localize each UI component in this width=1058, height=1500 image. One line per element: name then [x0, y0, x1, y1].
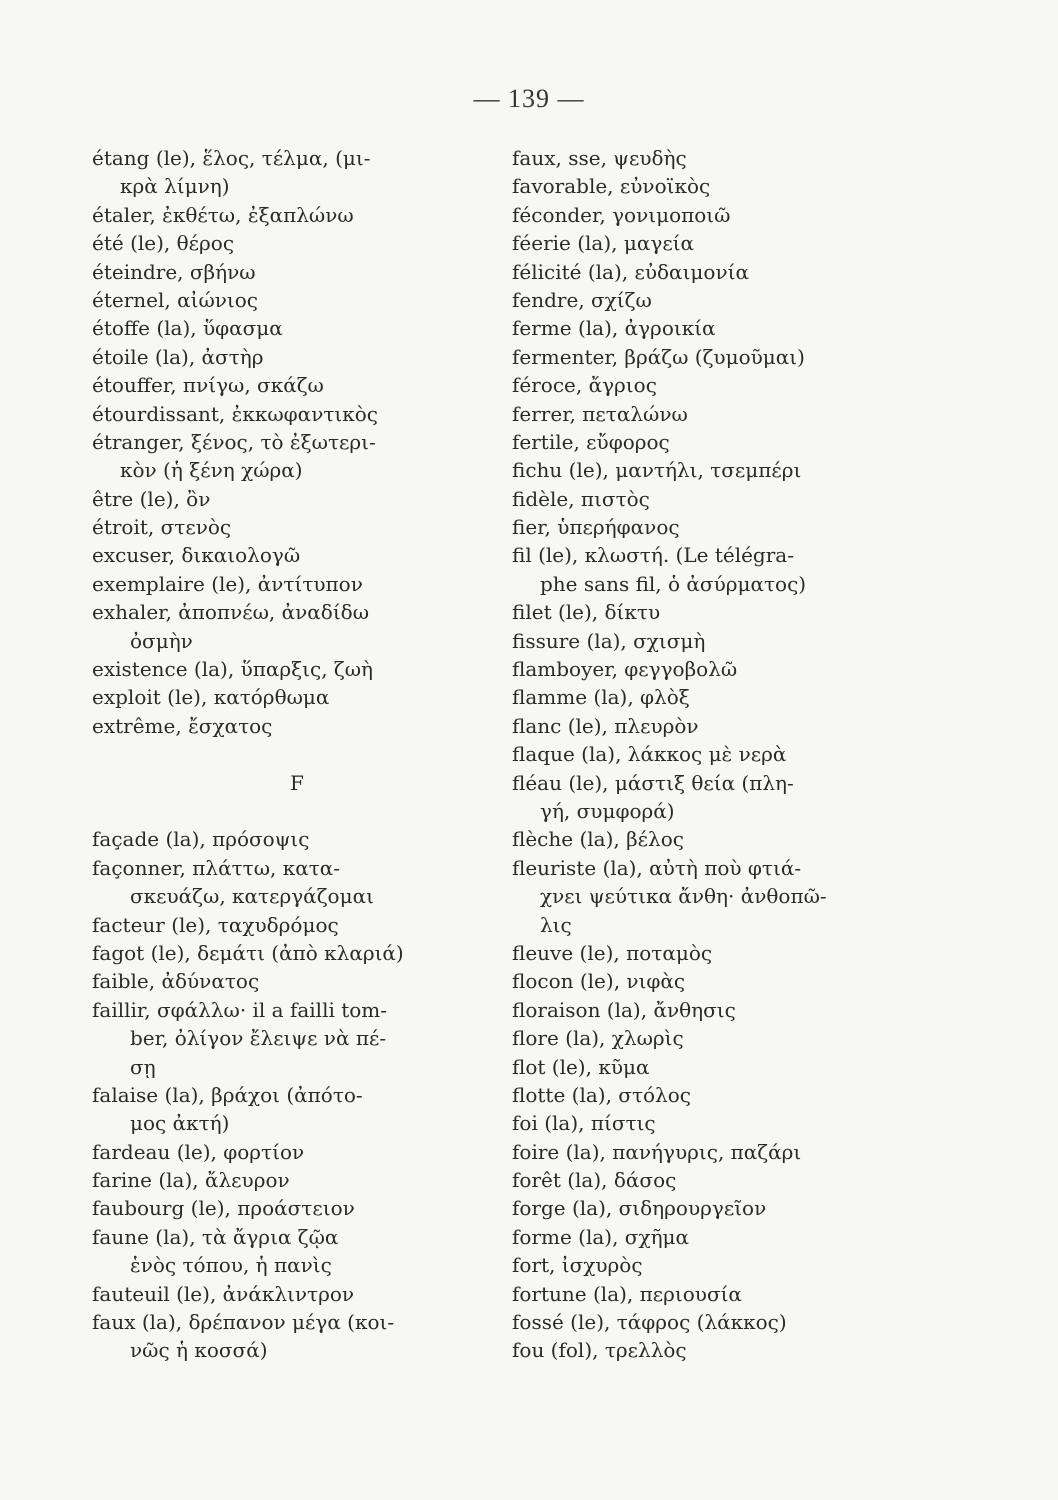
entry-line: fagot (le), δεμάτι (ἀπὸ κλαριά) [92, 940, 404, 965]
entry-line: forge (la), σιδηρουργεῖον [512, 1196, 767, 1221]
entry-line: filet (le), δίκτυ [512, 600, 661, 625]
entry-continuation: γή, συμφορά) [540, 798, 675, 823]
left-column [92, 144, 522, 1365]
entry-line: falaise (la), βράχοι (ἀπότο- [92, 1082, 363, 1107]
entry-line: flanc (le), πλευρὸν [512, 713, 699, 738]
entry-line: fossé (le), τάφρος (λάκκος) [512, 1310, 787, 1335]
page-number: — 139 — [473, 84, 585, 113]
entry-continuation: κρὰ λίμνη) [120, 174, 230, 199]
entry-line: été (le), θέρος [92, 231, 235, 256]
entry-line: fissure (la), σχισμὴ [512, 628, 706, 653]
entry-line: fier, ὑπερήφανος [512, 515, 680, 540]
entry-continuation: κὸν (ἡ ξένη χώρα) [120, 458, 303, 483]
entry-line: faune (la), τὰ ἄγρια ζῷα [92, 1224, 339, 1249]
entry-continuation: σκευάζω, κατεργάζομαι [130, 884, 374, 909]
entry-line: extrême, ἔσχατος [92, 713, 273, 738]
entry-line: fortune (la), περιουσία [512, 1281, 742, 1306]
entry-line: ferme (la), ἀγροικία [512, 316, 716, 341]
entry-line: féerie (la), μαγεία [512, 231, 695, 256]
entry-line: fleuriste (la), αὐτὴ ποὺ φτιά- [512, 855, 802, 880]
entry-line: fléau (le), μάστιξ θεία (πλη- [512, 770, 794, 795]
entry-line: floraison (la), ἄνθησις [512, 997, 736, 1022]
right-column [512, 144, 932, 1365]
entry-line: excuser, δικαιολογῶ [92, 543, 301, 568]
entry-line: fil (le), κλωστή. (Le télégra- [512, 543, 794, 568]
entry-continuation: phe sans fil, ὁ ἀσύρματος) [540, 571, 807, 596]
entry-line: flot (le), κῦμα [512, 1054, 650, 1079]
entry-line: félicité (la), εὐδαιμονία [512, 259, 749, 284]
entry-line: être (le), ὂν [92, 486, 211, 511]
entry-line: flamboyer, φεγγοβολῶ [512, 657, 738, 682]
entry-line: étourdissant, ἐκκωφαντικὸς [92, 401, 378, 426]
entry-line: étroit, στενὸς [92, 515, 232, 540]
entry-line: flocon (le), νιφὰς [512, 969, 686, 994]
entry-line: forme (la), σχῆμα [512, 1224, 690, 1249]
entry-line: fleuve (le), ποταμὸς [512, 940, 713, 965]
entry-line: flotte (la), στόλος [512, 1082, 691, 1107]
entry-continuation: λις [540, 912, 572, 937]
entry-line: étoile (la), ἀστὴρ [92, 344, 264, 369]
entry-line: ferrer, πεταλώνω [512, 401, 688, 426]
entry-line: flaque (la), λάκκος μὲ νερὰ [512, 742, 787, 767]
entry-line: fauteuil (le), ἀνάκλιντρον [92, 1281, 355, 1306]
entry-line: fidèle, πιστὸς [512, 486, 650, 511]
entry-line: farine (la), ἄλευρον [92, 1168, 290, 1193]
entry-line: éternel, αἰώνιος [92, 287, 258, 312]
entry-continuation: σῃ [130, 1054, 156, 1079]
entry-line: fou (fol), τρελλὸς [512, 1338, 687, 1363]
entry-line: fertile, εὔφορος [512, 429, 670, 454]
entry-line: faux (la), δρέπανον μέγα (κοι- [92, 1310, 395, 1335]
entry-line: féconder, γονιμοποιῶ [512, 202, 731, 227]
entry-continuation: νῶς ἡ κοσσά) [130, 1338, 268, 1363]
entry-line: étaler, ἐκθέτω, ἐξαπλώνω [92, 202, 354, 227]
entry-continuation: χνει ψεύτικα ἄνθη· ἀνθοπῶ- [540, 884, 827, 909]
entry-continuation: ὀσμὴν [130, 628, 193, 653]
entry-continuation: ἑνὸς τόπου, ἡ πανὶς [130, 1253, 332, 1278]
entry-line: facteur (le), ταχυδρόμος [92, 912, 339, 937]
entry-line: étranger, ξένος, τὸ ἐξωτερι- [92, 429, 376, 454]
entry-line: faible, ἀδύνατος [92, 969, 260, 994]
entry-line: favorable, εὐνοϊκὸς [512, 174, 711, 199]
entry-line: foi (la), πίστις [512, 1111, 656, 1136]
entry-continuation: μος ἀκτή) [130, 1111, 230, 1136]
entry-line: faubourg (le), προάστειον [92, 1196, 355, 1221]
entry-line: flamme (la), φλὸξ [512, 685, 690, 710]
entry-line: flèche (la), βέλος [512, 827, 684, 852]
entry-line: étang (le), ἕλος, τέλμα, (μι- [92, 146, 371, 170]
entry-line: fichu (le), μαντήλι, τσεμπέρι [512, 458, 802, 483]
entry-line: étouffer, πνίγω, σκάζω [92, 373, 324, 398]
entry-line: fardeau (le), φορτίον [92, 1139, 305, 1164]
entry-line: existence (la), ὕπαρξις, ζωὴ [92, 657, 374, 682]
entry-continuation: ber, ὀλίγον ἔλειψε νὰ πέ- [130, 1026, 387, 1051]
entry-line: fermenter, βράζω (ζυμοῦμαι) [512, 344, 805, 369]
entry-line: exemplaire (le), ἀντίτυπον [92, 571, 363, 596]
entry-line: éteindre, σβήνω [92, 259, 256, 284]
section-letter: F [290, 770, 304, 795]
entry-line: faux, sse, ψευδὴς [512, 146, 687, 170]
entry-line: fort, ἰσχυρὸς [512, 1253, 643, 1278]
entry-line: flore (la), χλωρὶς [512, 1026, 684, 1051]
entry-line: fendre, σχίζω [512, 287, 652, 312]
entry-line: forêt (la), δάσος [512, 1168, 677, 1193]
entry-line: féroce, ἄγριος [512, 373, 657, 398]
entry-line: façonner, πλάττω, κατα- [92, 855, 341, 880]
entry-line: exhaler, ἀποπνέω, ἀναδίδω [92, 600, 370, 625]
entry-line: foire (la), πανήγυρις, παζάρι [512, 1139, 802, 1164]
entry-line: façade (la), πρόσοψις [92, 827, 310, 852]
entry-line: faillir, σφάλλω· il a failli tom- [92, 997, 388, 1022]
entry-line: étoffe (la), ὕφασμα [92, 316, 283, 341]
spacer [92, 740, 522, 768]
spacer [92, 797, 522, 825]
entry-line: exploit (le), κατόρθωμα [92, 685, 330, 710]
